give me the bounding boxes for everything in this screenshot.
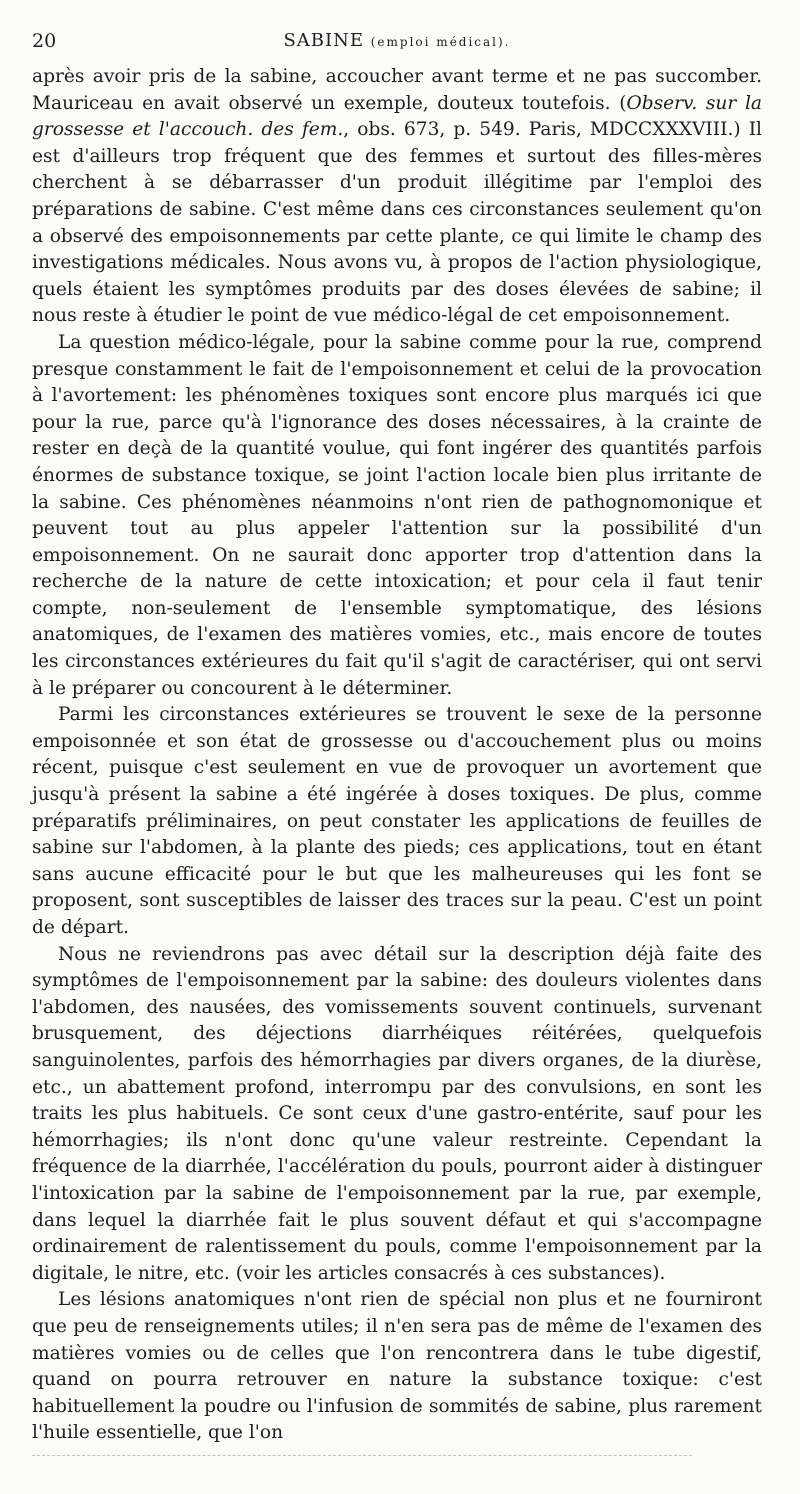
text-run: La question médico-légale, pour la sabine comme pour la rue, comprend presque constamment le fait de l'empoisonnement et celui de la provocation à l'avortement: les phénomènes toxiques sont encore plus marqués ici que pour la rue, parce qu'à l'ignorance des doses nécessaires, à la crainte de rester en deçà de la quantité voulue, qui font ingérer des quantités parfois énormes de substance toxique, se joint l'action locale bien plus irritante de la sabine. Ces phénomènes néanmoins n'ont rien de pathognomonique et peuvent tout au plus appeler l'attention sur la possibilité d'un empoisonnement. On ne saurait donc apporter trop d'attention dans la recherche de la nature de cette intoxication; et pour cela il faut tenir compte, non-seulement de l'ensemble symptomatique, des lésions anatomiques, de l'examen des matières vomies, etc., mais encore de toutes les circonstances extérieures du fait qu'il s'agit de caractériser, qui ont servi à le préparer ou concourent à le déterminer. — [32, 331, 762, 699]
footer-rule — [32, 1455, 692, 1456]
paragraph — [32, 942, 762, 1288]
paragraph — [32, 1287, 762, 1447]
running-title-subtitle: (emploi médical). — [370, 35, 511, 49]
page-header — [32, 30, 762, 58]
text-run: Les lésions anatomiques n'ont rien de spécial non plus et ne fourniront que peu de renseignements utiles; il n'en sera pas de même de l'examen des matières vomies ou de celles que l'on rencontrera dans le tube digestif, quand on pourra retrouver en nature la substance toxique: c'est habituellement la poudre ou l'infusion de sommités de sabine, plus rarement l'huile essentielle, que l'on — [32, 1289, 762, 1444]
paragraph — [32, 64, 762, 330]
page-number: 20 — [32, 30, 57, 52]
text-run: Nous ne reviendrons pas avec détail sur la description déjà faite des symptômes de l'empoisonnement par la sabine: des douleurs violentes dans l'abdomen, des nausées, des vomissements souvent continuels, survenant brusquement, des déjections diarrhéiques réitérées, quelquefois sanguinolentes, parfois des hémorrhagies par divers organes, de la diurèse, etc., un abattement profond, interrompu par des convulsions, en sont les traits les plus habituels. Ce sont ceux d'une gastro-entérite, sauf pour les hémorrhagies; ils n'ont donc qu'une valeur restreinte. Cependant la fréquence de la diarrhée, l'accélération du pouls, pourront aider à distinguer l'intoxication par la sabine de l'empoisonnement par la rue, par exemple, dans lequel la diarrhée fait le plus souvent défaut et qui s'accompagne ordinairement de ralentissement du pouls, comme l'empoisonnement par la digitale, le nitre, etc. (voir les articles consacrés à ces substances). — [32, 943, 762, 1284]
text-run: Parmi les circonstances extérieures se trouvent le sexe de la personne empoisonnée et son état de grossesse ou d'accouchement plus ou moins récent, puisque c'est seulement en vue de provoquer un avortement que jusqu'à présent la sabine a été ingérée à doses toxiques. De plus, comme préparatifs préliminaires, on peut constater les applications de feuilles de sabine sur l'abdomen, à la plante des pieds; ces applications, tout en étant sans aucune efficacité pour le but que les malheureuses qui les font se proposent, sont susceptibles de laisser des traces sur la peau. C'est un point de départ. — [32, 704, 762, 938]
paragraph — [32, 702, 762, 941]
paragraph — [32, 330, 762, 702]
text-run: après avoir pris de la sabine, accoucher avant terme et ne pas succomber. Mauriceau en avait observé un exemple, douteux toutefois. ( — [32, 66, 762, 114]
text-run: , obs. 673, p. 549. Paris, MDCCXXXVIII.) Il est d'ailleurs trop fréquent que des femmes et surtout des filles-mères cherchent à se débarrasser d'un produit illégitime par l'emploi des préparations de sabine. C'est même dans ces circonstances seulement qu'on a observé des empoisonnements par cette plante, ce qui limite le champ des investigations médicales. Nous avons vu, à propos de l'action physiologique, quels étaient les symptômes produits par des doses élevées de sabine; il nous reste à étudier le point de vue médico-légal de cet empoisonnement. — [32, 119, 762, 327]
running-title-main: SABINE — [283, 30, 365, 51]
italic-citation: Observ. sur la grossesse et l'accouch. des fem. — [32, 92, 762, 141]
running-title — [32, 30, 762, 51]
body-text — [32, 64, 762, 1447]
